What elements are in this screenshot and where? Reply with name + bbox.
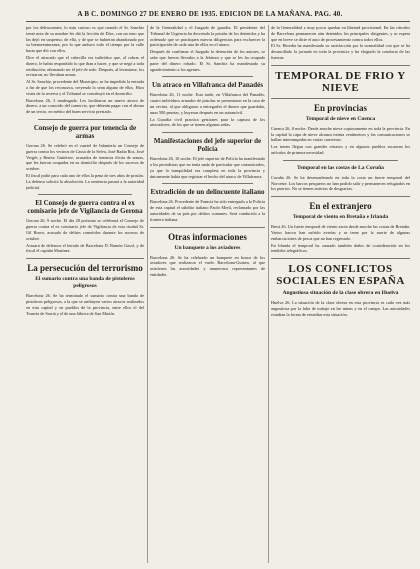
- header-rule: [26, 21, 410, 22]
- separator: [26, 258, 144, 259]
- article-subheading: El sumario contra una banda de pistoleros peligrosos: [35, 276, 135, 290]
- column-divider: [268, 25, 269, 563]
- article-heading: El Consejo de guerra contra el ex comisario jefe de Vigilancia de Gerona: [27, 199, 143, 216]
- section-heading: LOS CONFLICTOS SOCIALES EN ESPAÑA: [276, 263, 405, 288]
- article-paragraph: El fiscal pidió para cada uno de ellos la pena de tres años de prisión. La defensa solicitó la absolución. La sentencia pasará a la autoridad judicial.: [26, 172, 144, 190]
- separator: [271, 196, 410, 197]
- separator: [38, 194, 132, 195]
- article-subheading: Temporal de viento en Bretaña e Irlanda: [292, 214, 389, 221]
- article-paragraph: Barcelona 26, 3 madrugada. Les facilitaron un nuevo atraco de dinero, a un conocido del comercio, que deberán pagar con el abono de un tercio, en mérito del buen servicio prestado.: [26, 97, 144, 115]
- separator: [38, 119, 132, 120]
- article-paragraph: Barcelona 26, 10 noche. El jefe superior de Policía ha manifestado a los periodistas que no tenía nada de particular que comunicarles, ya que la tranquilidad era completa en toda la provincia y únicamente había que registrar el hecho del atraco de Villafranca.: [150, 156, 265, 179]
- column-3: [271, 25, 410, 563]
- article-paragraph: por los delincuentes, lo más curioso es que cuando el Sr. Sanchiz tomó nota de su nombre les dió la lección de Dios, con un tono que las dejó en suspenso, de ella, y de que se hubieran abandonado por su bienaventuranza, por lo que anduvo todo el tiempo por la calle hasta que dió con ellos.: [26, 25, 144, 54]
- article-paragraph: Dice el atracado que el cabecilla era individuo que, al cobrar el dinero, le había respondido lo que iban a hacer, y que se negó a toda retribución, afirmando ser él jefe de todo. Después, al levantarse, los revisaron, no llevaban armas.: [26, 54, 144, 78]
- article-paragraph: de la Generalidad y muy pocos quedan en libertad provisional. En las cárceles de Barcelona permanecen aún detenidos los principales dirigentes, y se espera que en breve se dicte el auto de procesamiento contra todos ellos.: [271, 25, 410, 42]
- article-paragraph: Actuará de defensor el letrado de Barcelona D. Ramón Gasol, y de fiscal el capitán Martínez.: [26, 242, 144, 254]
- section-heading: TEMPORAL DE FRIO Y NIEVE: [275, 69, 406, 94]
- separator: [162, 132, 253, 133]
- article-heading: Manifestaciones del jefe superior de Policía: [153, 137, 262, 154]
- separator: [162, 183, 253, 184]
- article-heading: Extradición de un delincuente italiano: [150, 188, 265, 197]
- article-paragraph: Coruña 26. Se ha desencadenado en toda la costa un fuerte temporal del Noroeste. Los barcos pesqueros no han podido salir y permanecen refugiados en los puertos. No se tienen noticias de desgracias.: [271, 174, 410, 192]
- separator: [271, 258, 410, 259]
- separator: [162, 76, 253, 77]
- article-paragraph: Después de confirmar el Juzgado la detención de los autores, se sabe que fueron llevados a la Jefatura y que se les ha ocupado parte del dinero robado. El Sr. Sanchiz ha manifestado su agradecimiento a los agentes.: [150, 49, 265, 72]
- article-paragraph: Brest 26. Un fuerte temporal de viento azota desde anoche las costas de Bretaña. Varios barcos han sufrido averías y se teme por la suerte de algunas embarcaciones de pesca que no han regresado.: [271, 224, 410, 241]
- article-paragraph: La Guardia civil practica gestiones para la captura de los atracadores, de los que se tienen algunas señas.: [150, 116, 265, 128]
- article-paragraph: Cuenca 26, 8 noche. Desde anoche nieva copiosamente en toda la provincia. En la capital la capa de nieve alcanza treinta centímetros y las comunicaciones se hallan interrumpidas en varias carreteras.: [271, 125, 410, 143]
- article-subheading: Temporal de nieve en Cuenca: [305, 115, 376, 122]
- section-subheading: En provincias: [313, 102, 368, 113]
- separator: [150, 227, 265, 228]
- separator: [271, 65, 410, 66]
- article-subheading: Un banquete a los aviadores: [174, 244, 241, 251]
- article-paragraph: Barcelona 26. Se ha celebrado un banquete en honor de los aviadores que realizaron el vuelo Barcelona-Guinea, al que asistieron las autoridades y numerosos representantes de entidades.: [150, 254, 265, 277]
- article-paragraph: Barcelona 26. Procedente de Francia ha sido entregado a la Policía de esta capital el súbdito italiano Paolo Merli, reclamado por las autoridades de su país por delitos comunes. Será conducido a la frontera italiana.: [150, 199, 265, 222]
- article-heading: Consejo de guerra por tenencia de armas: [33, 123, 137, 140]
- section-heading: La persecución del terrorismo: [27, 263, 143, 274]
- column-1: [26, 25, 144, 563]
- article-paragraph: Al Sr. Sanchiz, procedente del Municipio, se ha impedido la entrada a fin de que los reconozca, creyendo lo sean alguno de ellos. Hizo visita de la reserva y el Tribunal se constituyó en el domicilio.: [26, 79, 144, 96]
- section-heading: Otras informaciones: [168, 231, 247, 242]
- separator: [271, 98, 410, 99]
- page-header: A B C. DOMINGO 27 DE ENERO DE 1935. EDICION DE LA MAÑANA. PAG. 40.: [77, 10, 343, 18]
- article-paragraph: de la Generalidad y el Juzgado de guardia. El presidente del Tribunal de Urgencia ha decretado la prisión de los detenidos y ha ordenado que se practiquen nuevas diligencias para esclarecer la participación de cada uno de ellos en el atraco.: [150, 25, 265, 48]
- article-paragraph: Barcelona 26, 11 noche. Esta tarde, en Villafranca del Panadés, cuatro individuos armados de pistolas se presentaron en la casa de un vecino, al que obligaron a entregarles el dinero que guardaba, unas 500 pesetas, y huyeron después en un automóvil.: [150, 92, 265, 115]
- column-divider: [147, 25, 148, 563]
- article-paragraph: El Sr. Heredia ha manifestado su satisfacción por la normalidad con que se ha desarrollado la jornada en toda la provincia y ha elogiado la conducta de las fuerzas.: [271, 43, 410, 60]
- article-paragraph: Los trenes llegan con grandes retrasos y en algunos pueblos escasean los artículos de primera necesidad.: [271, 144, 410, 155]
- article-subheading: Angustiosa situación de la clase obrera en Huelva: [282, 290, 399, 297]
- article-heading: Un atraco en Villafranca del Panadés: [151, 81, 264, 90]
- article-paragraph: Huelva 26. La situación de la clase obrera en esta provincia es cada vez más angustiosa por la falta de trabajo en las minas y en el campo. Las autoridades estudian la forma de remediar esta situación.: [271, 300, 410, 317]
- article-paragraph: En Irlanda el temporal ha causado también daños de consideración en los tendidos telegráficos.: [271, 242, 410, 254]
- article-subheading: Temporal en las costas de La Coruña: [297, 164, 384, 171]
- separator: [283, 160, 398, 161]
- article-paragraph: Barcelona 26. Se ha terminado el sumario contra una banda de pistoleros peligrosos, a la que se atribuyen varios atracos realizados en esta capital y en pueblos de la provincia, entre ellos el del Tranvía de Sarriá y el de una fábrica de San Martín.: [26, 293, 144, 316]
- column-2: [150, 25, 265, 563]
- article-paragraph: Gerona 26, 9 noche. El día 28 próximo se celebrará el Consejo de guerra contra el ex comisario jefe de Vigilancia de esta ciudad Sr. Gil Bravo, acusado de delitos cometidos durante los sucesos de octubre.: [26, 218, 144, 241]
- section-subheading: En el extranjero: [309, 201, 372, 212]
- article-paragraph: Gerona 26. Se celebró en el cuartel de Infantería un Consejo de guerra contra los vecinos de Cassá de la Selva, José Badía Ros, José Vergés y Benito Gutiérrez, acusados de tenencia ilícita de armas, que les fueron ocupadas en su domicilio después de los sucesos de octubre.: [26, 142, 144, 172]
